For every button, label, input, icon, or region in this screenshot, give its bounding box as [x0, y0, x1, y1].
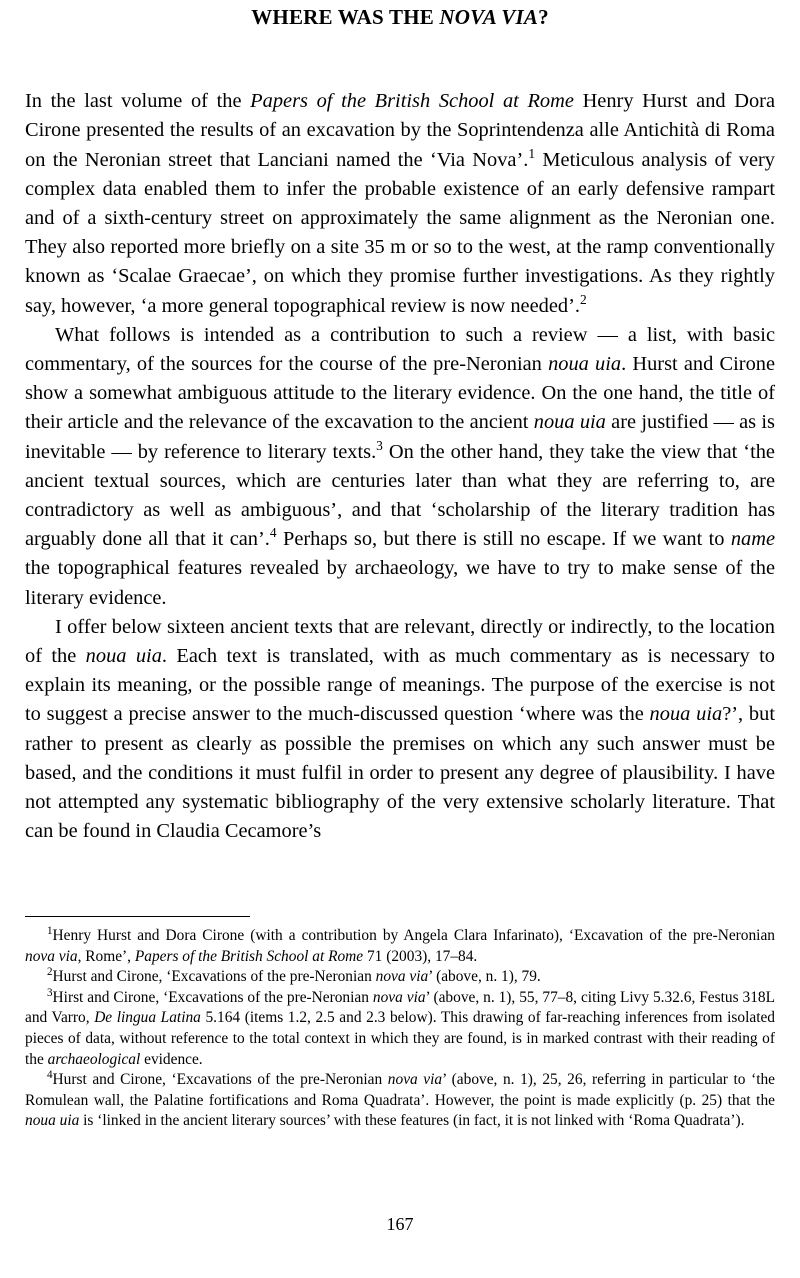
footnote-number: 3 — [47, 986, 53, 999]
text-run: , Rome’, — [77, 947, 135, 965]
text-run: ’ (above, n. 1), 79. — [428, 968, 541, 986]
text-run: . Each text is translated, with as much commentary as is necessary to explain its meaning, or the possible range of meanings. The purpose of the exercise is not to suggest a precise answer to the much-discussed question ‘where was the — [25, 644, 775, 726]
page-title — [25, 4, 775, 29]
italic-run: nova via — [372, 988, 426, 1006]
page-title-italic-term: NOVA VIA — [439, 5, 539, 29]
footnote-2 — [25, 967, 775, 988]
text-run: . Hurst and Cirone show a somewhat ambiguous attitude to the literary evidence. On the one hand, the title of their article and the relevance of the excavation to the ancient — [25, 352, 776, 434]
body-paragraph-2 — [25, 321, 775, 613]
footnote-number: 1 — [47, 924, 53, 937]
text-run: On the other hand, they take the view that ‘the ancient textual sources, which are centuries later than what they are referring to, are contradictory as well as ambiguous’, and that ‘scholarship of the literary tradition has arguably done all that it can’. — [25, 440, 775, 551]
italic-run: noua uia — [85, 644, 162, 667]
text-run: Hurst and Cirone, ‘Excavations of the pre-Neronian — [52, 1071, 388, 1089]
footnote-separator-rule — [25, 916, 250, 917]
italic-run: nova via — [375, 968, 429, 986]
italic-run: noua uia — [533, 411, 606, 434]
footnote-number: 4 — [47, 1069, 53, 1082]
footnote-reference[interactable]: 4 — [269, 525, 277, 541]
text-run: 71 (2003), 17–84. — [363, 947, 478, 965]
italic-run: noua uia — [25, 1112, 80, 1130]
body-text — [25, 87, 775, 846]
text-run: I offer below sixteen ancient texts that are relevant, directly or indirectly, to the location of the — [25, 615, 775, 667]
italic-run: Papers of the British School at Rome — [134, 947, 364, 965]
text-run: Henry Hurst and Dora Cirone presented the results of an excavation by the Soprintendenza alle Antichità di Roma on the Neronian street that Lanciani named the ‘Via Nova’. — [25, 90, 775, 171]
text-run: evidence. — [140, 1050, 203, 1068]
footnote-3 — [25, 988, 775, 1070]
text-run: Hirst and Cirone, ‘Excavations of the pre-Neronian — [52, 988, 373, 1006]
text-run: Perhaps so, but there is still no escape. If we want to — [276, 528, 731, 551]
text-run: Henry Hurst and Dora Cirone (with a contribution by Angela Clara Infarinato), ‘Excavation of the pre-Neronian — [52, 927, 775, 944]
text-run: Hurst and Cirone, ‘Excavations of the pre-Neronian — [52, 968, 376, 986]
body-paragraph-1 — [25, 87, 775, 321]
text-run: In the last volume of the — [25, 90, 251, 113]
italic-run: noua uia — [649, 703, 723, 726]
text-run: ’ (above, n. 1), 25, 26, referring in particular to ‘the Romulean wall, the Palatine fortifications and Roma Quadrata’. However, the point is made explicitly (p. 25) that the — [25, 1071, 775, 1109]
text-run: 5.164 (items 1.2, 2.5 and 2.3 below). This drawing of far-reaching inferences from isolated pieces of data, without reference to the total context in which they are found, is in marked contrast with their reading of the — [25, 1009, 776, 1068]
italic-run: Papers of the British School at Rome — [250, 90, 574, 113]
text-run: is ‘linked in the ancient literary sources’ with these features (in fact, it is not linked with ‘Roma Quadrata’). — [79, 1112, 745, 1130]
text-run: are justified — as is inevitable — by reference to literary texts. — [25, 411, 775, 463]
footnote-reference[interactable]: 1 — [528, 145, 536, 161]
text-run: ?’, but rather to present as clearly as possible the premises on which any such answer must be based, and the conditions it must fulfil in order to present any degree of plausibility. I have not attempted any systematic bibliography of the very extensive scholarly literature. That can be found in Claudia Cecamore’s — [25, 703, 775, 843]
document-page — [0, 4, 800, 1278]
italic-run: nova via — [387, 1071, 443, 1089]
italic-run: noua uia — [548, 352, 622, 375]
body-paragraph-3 — [25, 613, 775, 847]
footnote-section — [25, 916, 775, 1132]
italic-run: De lingua Latina — [94, 1009, 201, 1027]
footnote-reference[interactable]: 2 — [579, 291, 587, 307]
page-title-lead: WHERE WAS THE — [251, 5, 440, 29]
italic-run: nova via — [25, 947, 78, 965]
page-number: 167 — [386, 1214, 414, 1234]
text-run: the topographical features revealed by archaeology, we have to try to make sense of the literary evidence. — [25, 557, 775, 609]
text-run: ’ (above, n. 1), 55, 77–8, citing Livy 5.32.6, Festus 318L and Varro, — [25, 988, 775, 1027]
italic-run: archaeological — [47, 1050, 141, 1068]
text-run: What follows is intended as a contribution to such a review — a list, with basic commentary, of the sources for the course of the pre-Neronian — [25, 323, 775, 375]
page-title-trail: ? — [538, 5, 549, 29]
footnote-1 — [25, 926, 775, 967]
footnote-number: 2 — [47, 966, 53, 979]
footnote-4 — [25, 1070, 775, 1132]
footnote-reference[interactable]: 3 — [376, 437, 383, 453]
italic-run: name — [730, 528, 775, 551]
text-run: Meticulous analysis of very complex data enabled them to infer the probable existence of an early defensive rampart and of a sixth-century street on approximately the same alignment as the Neronian one. They also reported more briefly on a site 35 m or so to the west, at the ramp conventionally known as ‘Scalae Graecae’, on which they promise further investigations. As they rightly say, however, ‘a more general topographical review is now needed’. — [25, 148, 775, 317]
